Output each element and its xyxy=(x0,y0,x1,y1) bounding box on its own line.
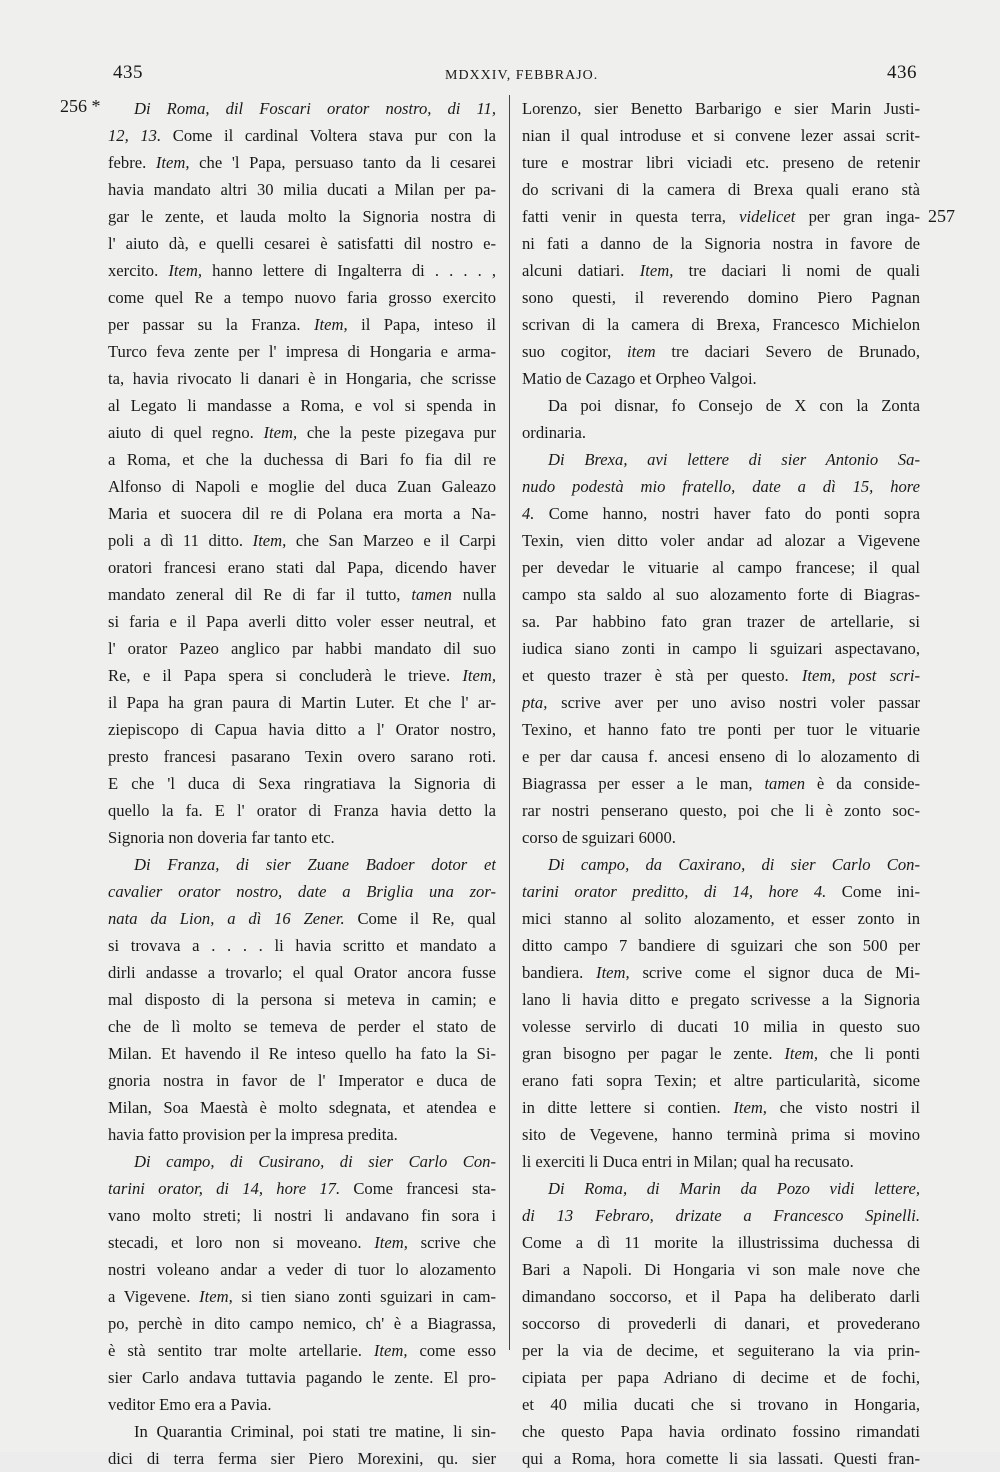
text-line: veditor Emo era a Pavia. xyxy=(108,1395,272,1414)
text-line: Bari a Napoli. Di Hongaria vi son male nove che xyxy=(522,1260,920,1279)
text-line: sito de Vegevene, hanno terminà prima si movino xyxy=(522,1125,920,1144)
text-line: tarini orator preditto, di 14, hore 4. Come ini- xyxy=(522,882,920,901)
margin-note-right: 257 xyxy=(928,206,955,226)
text-line: ture e mostrar libri viciadi etc. preseno de retenir xyxy=(522,153,920,172)
text-line: mandato zeneral dil Re di far il tutto, tamen nulla xyxy=(108,585,496,604)
text-line: Alfonso di Napoli e moglie del duca Zuan Galeazo xyxy=(108,477,496,496)
text-line: 4. Come hanno, nostri haver fato do ponti sopra xyxy=(522,504,920,523)
text-line: xercito. Item, hanno lettere di Ingalterra di . . . . , xyxy=(108,261,496,280)
text-line: Di Franza, di sier Zuane Badoer dotor et xyxy=(134,855,496,874)
text-line: gar le zente, et lauda molto la Signoria nostra di xyxy=(108,207,496,226)
text-line: sono questi, il reverendo domino Piero Pagnan xyxy=(522,288,920,307)
text-line: si faria e il Papa averli ditto voler esser neutral, et xyxy=(108,612,496,631)
text-line: erano fati sopra Texin; et altre particularità, sicome xyxy=(522,1071,920,1090)
text-line: sier Carlo andava tuttavia pagando le zente. El pro- xyxy=(108,1368,496,1387)
text-line: po, perchè in dito campo nemico, ch' è a Biagrassa, xyxy=(108,1314,496,1333)
text-line: al Legato li mandasse a Roma, e vol si spenda in xyxy=(108,396,496,415)
text-line: l' orator Pazeo anglico par habbi mandato dil suo xyxy=(108,639,496,658)
text-line: poli a dì 11 ditto. Item, che San Marzeo e il Carpi xyxy=(108,531,496,550)
text-line: Di campo, di Cusirano, di sier Carlo Con- xyxy=(134,1152,496,1171)
text-line: è stà sentito trar molte artellarie. Item, come esso xyxy=(108,1341,496,1360)
text-line: alcuni datiari. Item, tre daciari li nomi de quali xyxy=(522,261,920,280)
text-line: Da poi disnar, fo Consejo de X con la Zonta xyxy=(548,396,920,415)
text-line: nian il qual introduse et si convene lezer assai scrit- xyxy=(522,126,920,145)
text-line: Texin, vien ditto voler andar ad alozar a Vigevene xyxy=(522,531,920,550)
text-line: vano molto streti; li nostri li andavano fin sora i xyxy=(108,1206,496,1225)
text-line: Di Roma, di Marin da Pozo vidi lettere, xyxy=(548,1179,920,1198)
text-line: febre. Item, che 'l Papa, persuaso tanto da li cesarei xyxy=(108,153,496,172)
text-line: li exerciti li Duca entri in Milan; qual ha recusato. xyxy=(522,1152,854,1171)
text-line: dimandano soccorso, et il Papa ha deliberato darli xyxy=(522,1287,920,1306)
text-line: ta, havia rivocato li danari è in Hongaria, che scrisse xyxy=(108,369,496,388)
text-line: qui a Roma, hora comette li sia lassati. Questi fran- xyxy=(522,1449,920,1468)
column-divider xyxy=(509,95,510,1350)
text-line: nudo podestà mio fratello, date a dì 15, hore xyxy=(522,477,920,496)
text-line: dirli andasse a trovarlo; el qual Orator ancora fusse xyxy=(108,963,496,982)
text-line: mici stanno al solito alozamento, et esser zonto in xyxy=(522,909,920,928)
left-page-number: 435 xyxy=(113,62,143,83)
text-line: fatti venir in questa terra, videlicet per gran inga- xyxy=(522,207,920,226)
text-line: a Vigevene. Item, si tien siano zonti sguizari in cam- xyxy=(108,1287,496,1306)
text-line: Signoria non doveria far tanto etc. xyxy=(108,828,335,847)
text-line: cipiata per papa Adriano di decime et de fochi, xyxy=(522,1368,920,1387)
text-line: nostri voleano andar a veder di tuor lo alozamento xyxy=(108,1260,496,1279)
text-line: nata da Lion, a dì 16 Zener. Come il Re, qual xyxy=(108,909,496,928)
text-line: oratori francesi erano stati dal Papa, dicendo haver xyxy=(108,558,496,577)
text-line: a Roma, et che la duchessa di Bari fo fia dil re xyxy=(108,450,496,469)
text-line: campo sta saldo al suo alozamento forte di Biagras- xyxy=(522,585,920,604)
text-line: et questo trazer è stà per questo. Item, post scri- xyxy=(522,666,920,685)
text-line: per devedar le vituarie al campo francese; il qual xyxy=(522,558,920,577)
text-line: aiuto di quel regno. Item, che la peste pizegava pur xyxy=(108,423,496,442)
right-page-number: 436 xyxy=(887,62,917,83)
text-line: in ditte lettere si contien. Item, che visto nostri il xyxy=(522,1098,920,1117)
text-line: l' aiuto dà, e quelli cesarei è satisfatti dil nostro e- xyxy=(108,234,496,253)
text-line: bandiera. Item, scrive come el signor duca de Mi- xyxy=(522,963,920,982)
text-line: havia fatto provision per la impresa predita. xyxy=(108,1125,398,1144)
text-line: Maria et suocera dil re di Polana era morta a Na- xyxy=(108,504,496,523)
text-line: corso de sguizari 6000. xyxy=(522,828,676,847)
text-line: che de lì molto se temeva de perder el stato de xyxy=(108,1017,496,1036)
text-line: E che 'l duca di Sexa ringratiava la Signoria di xyxy=(108,774,496,793)
text-line: quello la fa. E l' orator di Franza havia detto la xyxy=(108,801,496,820)
text-line: che questo Papa havia ordinato fossino rimandati xyxy=(522,1422,920,1441)
text-line: tarini orator, di 14, hore 17. Come francesi sta- xyxy=(108,1179,496,1198)
text-line: scrivan di la camera di Brexa, Francesco Michielon xyxy=(522,315,920,334)
text-line: Matio de Cazago et Orpheo Valgoi. xyxy=(522,369,757,388)
text-line: sa. Par habbino fato gran trazer de artellarie, si xyxy=(522,612,920,631)
text-line: suo cogitor, item tre daciari Severo de Brunado, xyxy=(522,342,920,361)
text-line: iudica siano zonti in campo li sguizari aspectavano, xyxy=(522,639,920,658)
text-line: havia mandato altri 30 milia ducati a Milan per pa- xyxy=(108,180,496,199)
text-line: per passar su la Franza. Item, il Papa, inteso il xyxy=(108,315,496,334)
text-line: il Papa ha gran paura di Martin Luter. Et che l' ar- xyxy=(108,693,496,712)
text-line: per la via de decime, et seguiterano la via prin- xyxy=(522,1341,920,1360)
text-line: dici di terra ferma sier Piero Morexini, qu. sier xyxy=(108,1449,496,1468)
text-line: ordinaria. xyxy=(522,423,587,442)
text-line: pta, scrive aver per uno aviso nostri voler passar xyxy=(522,693,920,712)
running-header: MDXXIV, FEBBRAJO. xyxy=(445,68,599,83)
text-line: Turco feva zente per l' impresa di Hongaria e arma- xyxy=(108,342,496,361)
text-line: Re, e il Papa spera si concluderà le trieve. Item, xyxy=(108,666,496,685)
text-line: Di Brexa, avi lettere di sier Antonio Sa- xyxy=(548,450,920,469)
text-line: Di campo, da Caxirano, di sier Carlo Con- xyxy=(548,855,920,874)
text-line: rar nostri penserano questo, poi che li è zonto soc- xyxy=(522,801,920,820)
text-line: Come a dì 11 morite la illustrissima duchessa di xyxy=(522,1233,920,1252)
text-line: di 13 Febraro, drizate a Francesco Spinelli. xyxy=(522,1206,920,1225)
text-line: ni fati a danno de la Signoria nostra in favore de xyxy=(522,234,920,253)
text-line: Milan, Soa Maestà è molto sdegnata, et atendea e xyxy=(108,1098,496,1117)
text-line: do scrivani di la camera di Brexa quali erano stà xyxy=(522,180,920,199)
margin-note-left: 256 * xyxy=(60,96,101,116)
text-line: gnoria nostra in favor de l' Imperator e duca de xyxy=(108,1071,496,1090)
left-text-column xyxy=(108,95,496,1472)
text-line: gran bisogno per pagar le zente. Item, che li ponti xyxy=(522,1044,920,1063)
text-line: ziepiscopo di Capua havia ditto a l' Orator nostro, xyxy=(108,720,496,739)
text-line: presto francesi pasarano Texin overo sarano roti. xyxy=(108,747,496,766)
text-line: In Quarantia Criminal, poi stati tre matine, li sin- xyxy=(134,1422,496,1441)
text-line: come quel Re a tempo nuovo faria grosso exercito xyxy=(108,288,496,307)
text-line: e per dar causa f. ancesi enseno di lo alozamento di xyxy=(522,747,920,766)
text-line: Texino, et hanno fato tre ponti per tuor le vituarie xyxy=(522,720,920,739)
text-line: mal disposto di la persona si meteva in camin; e xyxy=(108,990,496,1009)
text-line: cavalier orator nostro, date a Briglia una zor- xyxy=(108,882,496,901)
text-line: Lorenzo, sier Benetto Barbarigo e sier Marin Justi- xyxy=(522,99,920,118)
text-line: Milan. Et havendo il Re inteso quello ha fato la Si- xyxy=(108,1044,496,1063)
text-line: Biagrassa per esser a le man, tamen è da conside- xyxy=(522,774,920,793)
text-line: lano li havia ditto e pregato scrivesse a la Signoria xyxy=(522,990,920,1009)
text-line: 12, 13. Come il cardinal Voltera stava pur con la xyxy=(108,126,496,145)
text-line: volesse servirlo di ducati 10 milia in questo suo xyxy=(522,1017,920,1036)
text-line: si trovava a . . . . li havia scritto et mandato a xyxy=(108,936,496,955)
text-line: et 40 milia ducati che si trovano in Hongaria, xyxy=(522,1395,920,1414)
text-line: soccorso di provederli di danari, et provederano xyxy=(522,1314,920,1333)
text-line: stecadi, et loro non si moveano. Item, scrive che xyxy=(108,1233,496,1252)
right-text-column xyxy=(522,95,920,1472)
text-line: Di Roma, dil Foscari orator nostro, di 11, xyxy=(134,99,496,118)
text-line: ditto campo 7 bandiere di sguizari che son 500 per xyxy=(522,936,920,955)
